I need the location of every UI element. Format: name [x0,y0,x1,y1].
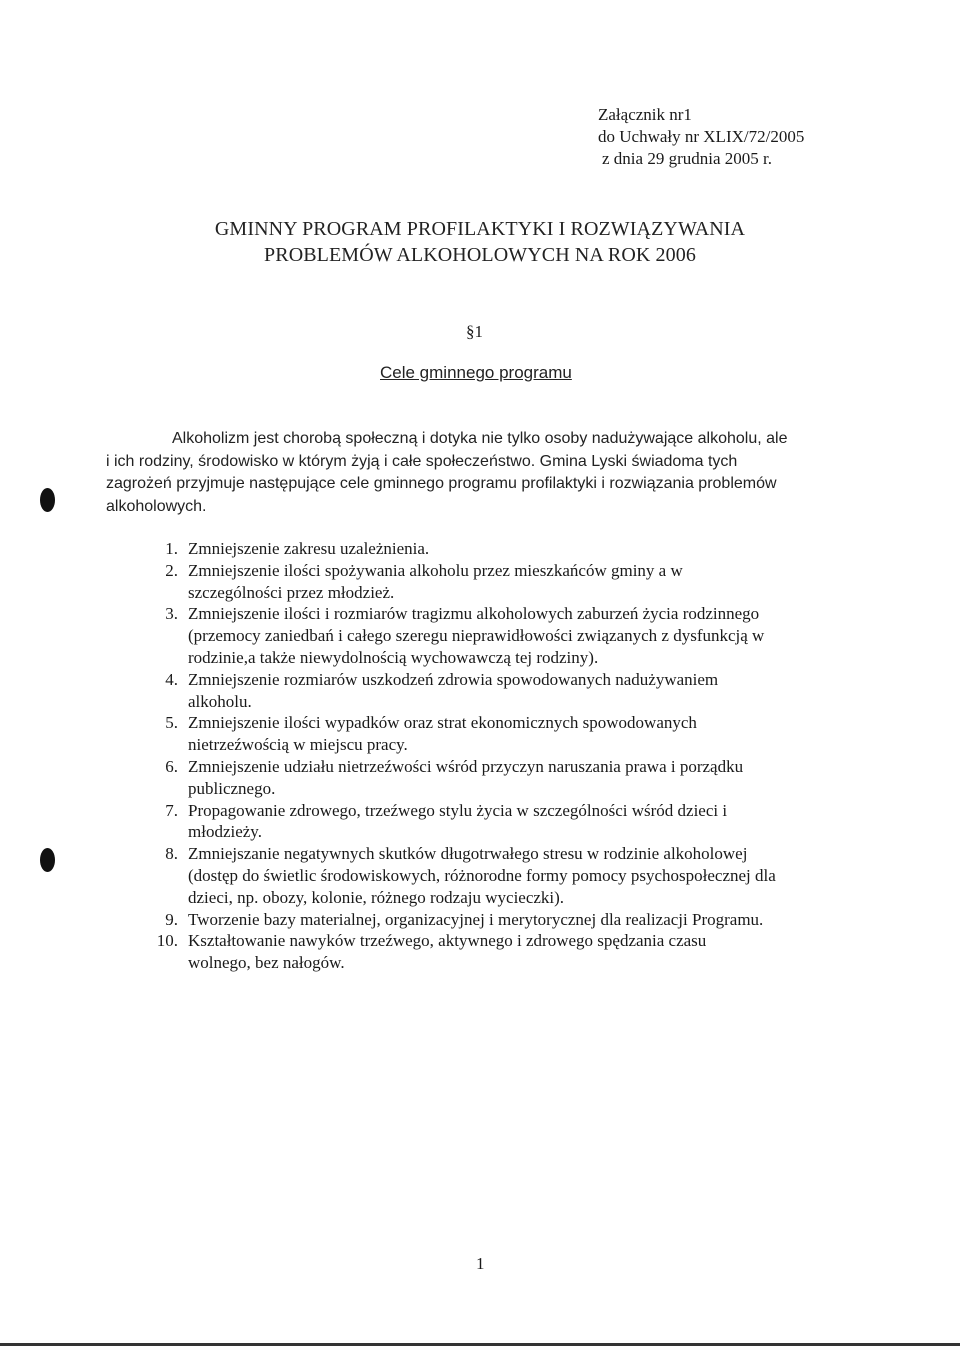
goal-item [140,712,852,756]
intro-line: Alkoholizm jest chorobą społeczną i dotyka nie tylko osoby nadużywające alkoholu, ale [172,430,788,447]
goal-text-line: Zmniejszenie rozmiarów uszkodzeń zdrowia spowodowanych nadużywaniem [188,669,719,689]
goal-item [140,603,852,668]
goal-number: 3. [165,604,178,624]
goal-text-line: Zmniejszanie negatywnych skutków długotrwałego stresu w rodzinie alkoholowej [188,844,748,864]
goal-text [178,712,852,756]
goal-text-line: nietrzeźwością w miejscu pracy. [188,735,408,755]
goal-text [178,669,852,713]
goal-text-line: rodzinie,a także niewydolnością wychowawczą tej rodziny). [188,647,599,667]
punch-hole-mark [40,848,55,872]
annex-line: Załącznik nr1 [598,105,692,124]
bottom-scan-edge [0,1343,960,1346]
goals-list [140,538,852,974]
goal-text-line: Zmniejszenie zakresu uzależnienia. [188,539,430,558]
annex-line: do Uchwały nr XLIX/72/2005 [598,127,805,146]
goal-text [178,930,852,974]
goal-text-line: Tworzenie bazy materialnej, organizacyjnej i merytorycznej dla realizacji Programu. [188,909,764,929]
goal-number: 6. [165,756,178,776]
goal-text [178,560,852,604]
goal-item [140,756,852,800]
goal-text-line: wolnego, bez nałogów. [188,953,345,973]
goal-text [178,800,852,844]
annex-reference [598,104,804,170]
intro-line: zagrożeń przyjmuje następujące cele gminnego programu profilaktyki i rozwiązania problemów [106,475,777,492]
goal-number: 5. [165,713,178,733]
page-number: 1 [476,1254,485,1273]
goal-item [140,843,852,908]
document-title [0,216,960,268]
goal-number: 1. [165,539,178,558]
intro-line: i ich rodziny, środowisko w którym żyją i całe społeczeństwo. Gmina Lyski świadoma tych [106,452,738,470]
goal-text-line: Zmniejszenie udziału nietrzeźwości wśród przyczyn naruszania prawa i porządku [188,756,744,776]
goal-text [178,909,852,931]
goal-number: 7. [165,800,178,820]
goal-text-line: szczególności przez młodzież. [188,582,395,602]
goal-number: 2. [165,560,178,580]
goal-text-line: Kształtowanie nawyków trzeźwego, aktywnego i zdrowego spędzania czasu [188,931,707,951]
goal-text-line: Zmniejszenie ilości wypadków oraz strat ekonomicznych spowodowanych [188,713,697,733]
goal-text-line: (przemocy zaniedbań i całego szeregu nieprawidłowości związanych z dysfunkcją w [188,626,765,646]
goal-number: 8. [165,844,178,864]
title-line: GMINNY PROGRAM PROFILAKTYKI I ROZWIĄZYWANIA [214,218,746,240]
goal-text-line: dzieci, np. obozy, kolonie, różnego rodzaju wycieczki). [188,887,565,907]
goal-text-line: młodzieży. [188,822,262,842]
goal-text-line: (dostęp do świetlic środowiskowych, różnorodne formy pomocy psychospołecznej dla [188,865,776,885]
goal-item [140,538,852,560]
punch-hole-mark [40,488,55,512]
section-heading: Cele gminnego programu [380,363,572,382]
goal-number: 9. [165,909,178,929]
goal-item [140,669,852,713]
goal-text-line: alkoholu. [188,691,252,711]
intro-line: alkoholowych. [106,497,207,515]
title-line: PROBLEMÓW ALKOHOLOWYCH NA ROK 2006 [264,244,696,266]
goal-item [140,560,852,604]
goal-item [140,909,852,931]
section-sign: §1 [466,322,483,341]
goal-text [178,843,852,908]
goal-text-line: publicznego. [188,778,276,798]
annex-line: z dnia 29 grudnia 2005 r. [602,149,772,168]
goal-item [140,800,852,844]
goal-text [178,756,852,800]
goal-text [178,538,852,560]
goal-number: 4. [165,669,178,689]
goal-number: 10. [156,931,178,951]
intro-paragraph [106,428,846,518]
goal-text-line: Zmniejszenie ilości i rozmiarów tragizmu alkoholowych zaburzeń życia rodzinnego [188,604,760,624]
goal-text-line: Zmniejszenie ilości spożywania alkoholu przez mieszkańców gminy a w [188,560,683,580]
goal-item [140,930,852,974]
goal-text-line: Propagowanie zdrowego, trzeźwego stylu życia w szczególności wśród dzieci i [188,800,728,820]
goal-text [178,603,852,668]
